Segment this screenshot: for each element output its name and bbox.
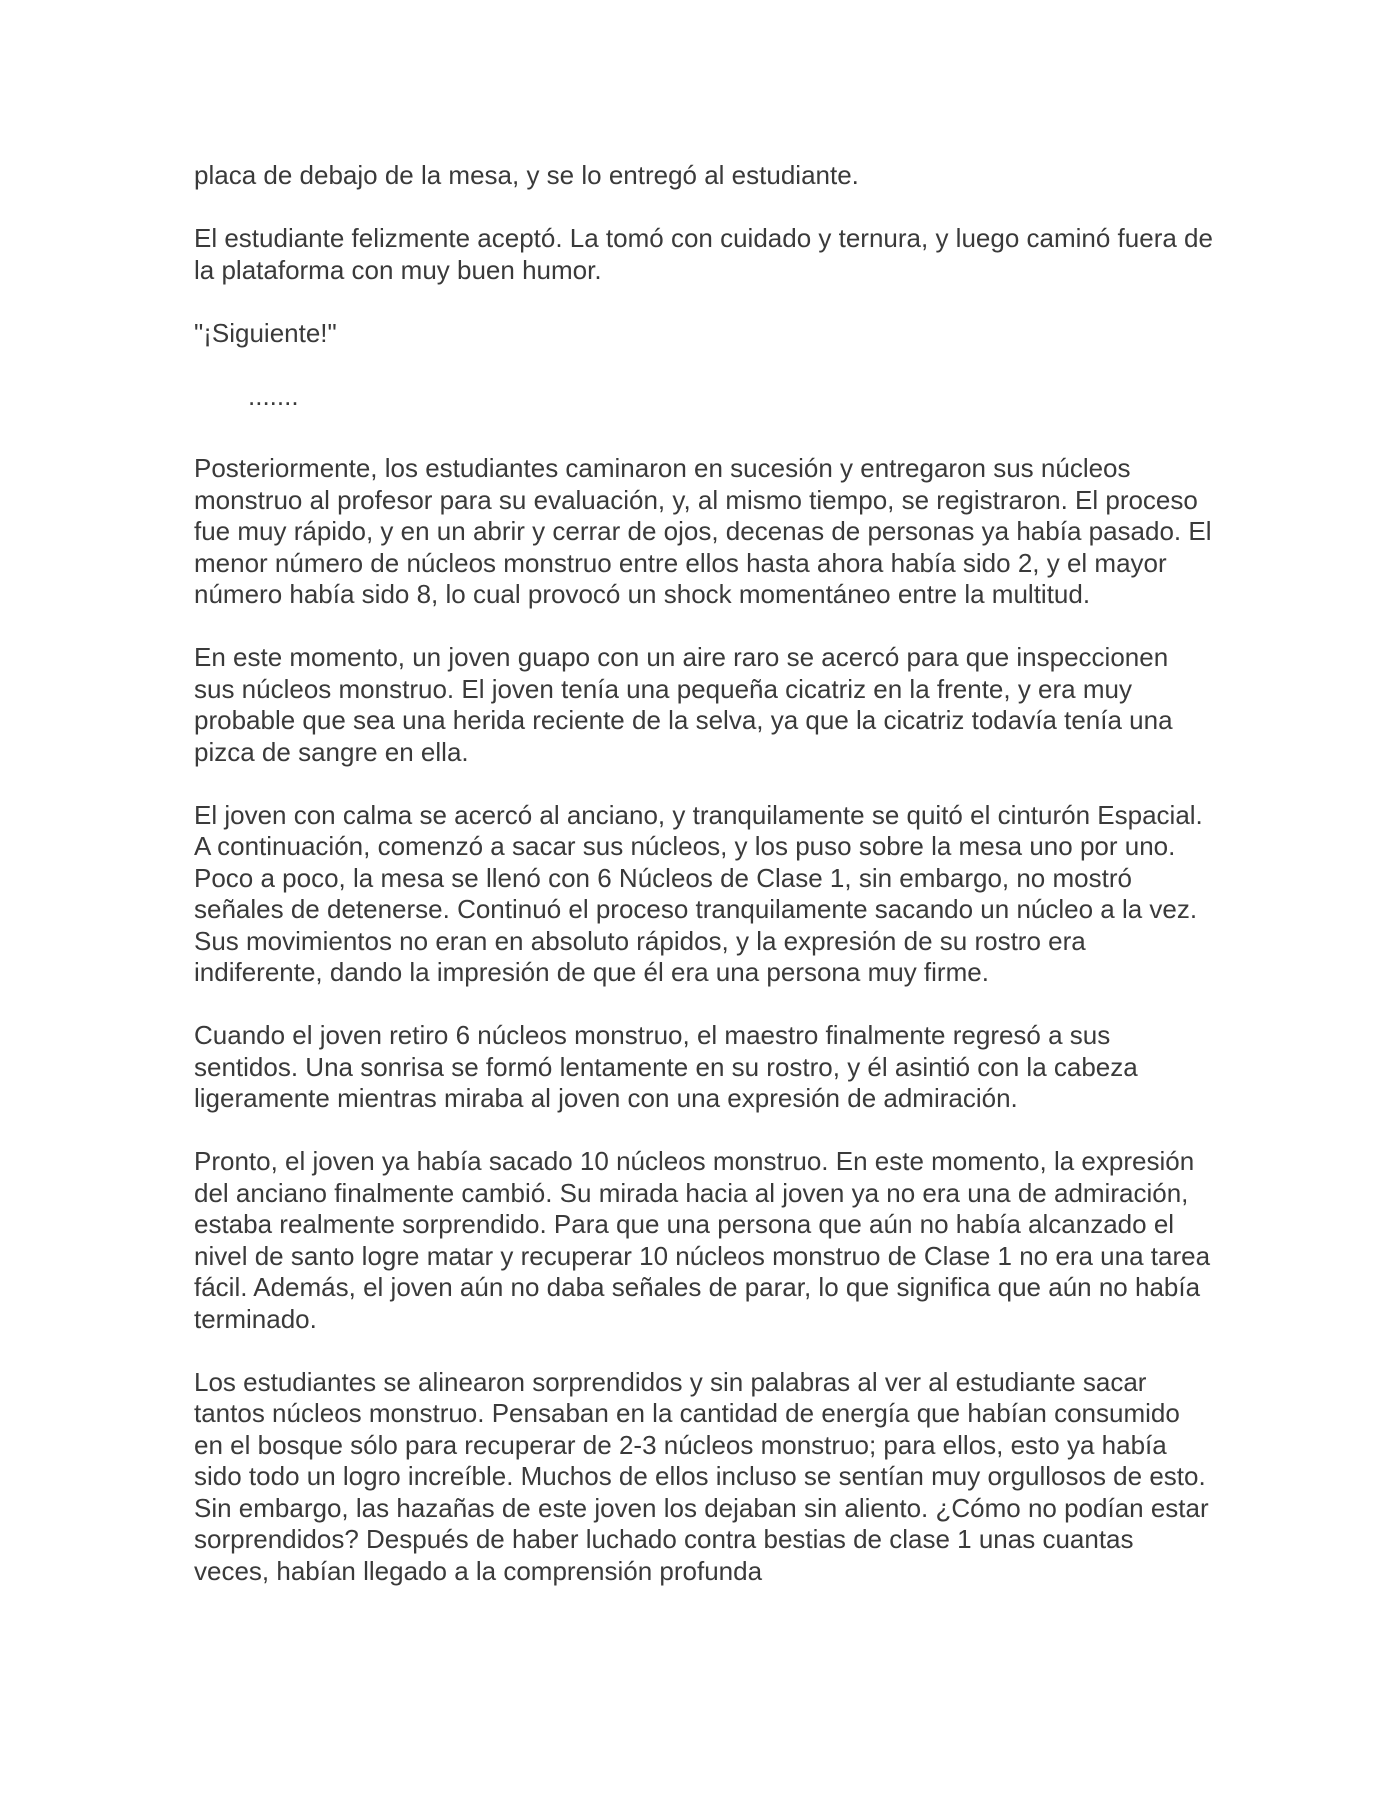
paragraph: Posteriormente, los estudiantes caminaron en sucesión y entregaron sus núcleos monstruo al profesor para su evaluación, y, al mismo tiempo, se registraron. El proceso fue muy rápido, y en un abrir y cerrar de ojos, decenas de personas ya había pasado. El menor número de núcleos monstruo entre ellos hasta ahora había sido 2, y el mayor número había sido 8, lo cual provocó un shock momentáneo entre la multitud. xyxy=(194,453,1212,609)
paragraph: El joven con calma se acercó al anciano, y tranquilamente se quitó el cinturón Espacial. A continuación, comenzó a sacar sus núcleos, y los puso sobre la mesa uno por uno. Poco a poco, la mesa se llenó con 6 Núcleos de Clase 1, sin embargo, no mostró señales de detenerse. Continuó el proceso tranquilamente sacando un núcleo a la vez. Sus movimientos no eran en absoluto rápidos, y la expresión de su rostro era indiferente, dando la impresión de que él era una persona muy firme. xyxy=(194,799,1203,987)
paragraph: Pronto, el joven ya había sacado 10 núcleos monstruo. En este momento, la expresión del anciano finalmente cambió. Su mirada hacia al joven ya no era una de admiración, estaba realmente sorprendido. Para que una persona que aún no había alcanzado el nivel de santo logre matar y recuperar 10 núcleos monstruo de Clase 1 no era una tarea fácil. Además, el joven aún no daba señales de parar, lo que significa que aún no había terminado. xyxy=(194,1146,1211,1334)
paragraph: placa de debajo de la mesa, y se lo entregó al estudiante. xyxy=(194,160,859,190)
paragraph: Cuando el joven retiro 6 núcleos monstruo, el maestro finalmente regresó a sus sentidos. Una sonrisa se formó lentamente en su rostro, y él asintió con la cabeza ligeramente mientras miraba al joven con una expresión de admiración. xyxy=(194,1020,1138,1113)
paragraph: En este momento, un joven guapo con un aire raro se acercó para que inspeccionen sus núcleos monstruo. El joven tenía una pequeña cicatriz en la frente, y era muy probable que sea una herida reciente de la selva, ya que la cicatriz todavía tenía una pizca de sangre en ella. xyxy=(194,642,1173,767)
paragraph: Los estudiantes se alinearon sorprendidos y sin palabras al ver al estudiante sacar tantos núcleos monstruo. Pensaban en la cantidad de energía que habían consumido en el bosque sólo para recuperar de 2-3 núcleos monstruo; para ellos, esto ya había sido todo un logro increíble. Muchos de ellos incluso se sentían muy orgullosos de esto. Sin embargo, las hazañas de este joven los dejaban sin aliento. ¿Cómo no podían estar sorprendidos? Después de haber luchado contra bestias de clase 1 unas cuantas veces, habían llegado a la comprensión profunda xyxy=(194,1366,1209,1586)
paragraph: El estudiante felizmente aceptó. La tomó con cuidado y ternura, y luego caminó fuera de la plataforma con muy buen humor. xyxy=(194,223,1213,285)
document-body xyxy=(194,160,1214,1619)
section-break: ....... xyxy=(248,380,299,411)
paragraph: "¡Siguiente!" xyxy=(194,317,337,348)
